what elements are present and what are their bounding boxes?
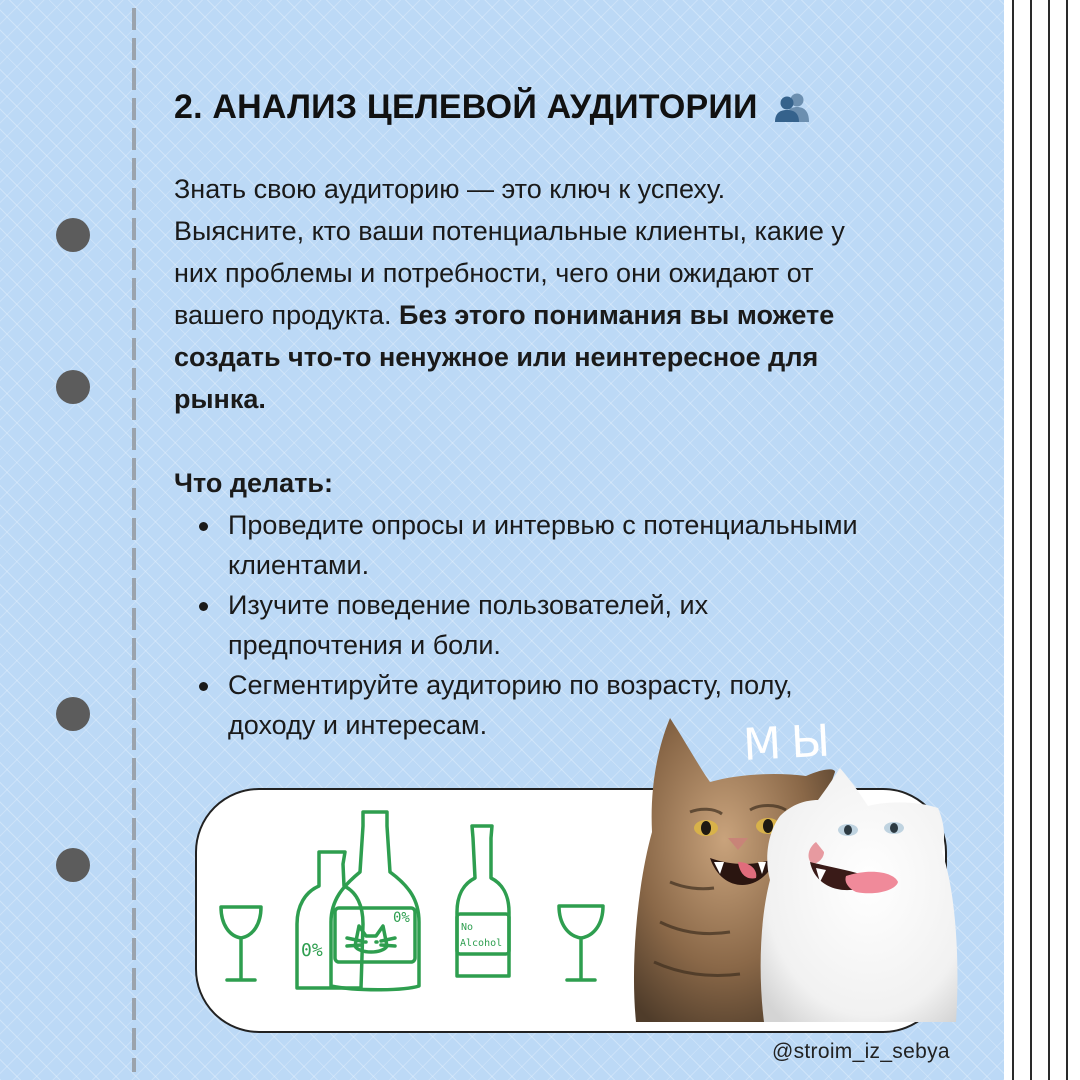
list-item-line: доходу и интересам. [228,710,488,740]
bullet-dot-icon [199,602,208,611]
cats-photo [630,712,960,1022]
cats-caption: МЫ [741,714,842,771]
bottle-label-text: 0% [301,940,323,961]
list-item [228,585,988,665]
busts-in-silhouette-icon [773,92,811,131]
intro-line: Знать свою аудиторию — это ключ к успеху. [174,174,726,204]
intro-emphasis: рынка. [174,384,266,414]
list-item-line: Изучите поведение пользователей, их [228,590,709,620]
list-item-line: Сегментируйте аудиторию по возрасту, полу, [228,670,793,700]
bottle-label-text: No [461,922,474,933]
what-to-do-list [228,505,988,745]
intro-emphasis: создать что-то ненужное или неинтересное для [174,342,819,372]
binder-hole [56,218,90,252]
author-handle: @stroim_iz_sebya [772,1040,950,1063]
bottle-label-text: 0% [393,910,410,926]
intro-emphasis: Без этого понимания вы можете [399,300,835,330]
page-edge-line [1030,0,1032,1080]
wine-glass-icon [221,907,261,980]
bottle-label-text: Alcohol [460,938,503,949]
bullet-dot-icon [199,682,208,691]
binder-hole [56,848,90,882]
list-item-line: клиентами. [228,550,370,580]
bullet-dot-icon [199,522,208,531]
page-title [174,88,811,131]
intro-text: вашего продукта. [174,300,400,330]
page-edge-line [1066,0,1068,1080]
list-item-line: предпочтения и боли. [228,630,501,660]
margin-dashed-line [132,8,136,1072]
what-to-do-heading: Что делать: [174,468,333,498]
page-edge-line [1048,0,1050,1080]
intro-line: них проблемы и потребности, чего они ожидают от [174,258,814,288]
intro-paragraph [174,168,974,420]
list-item [228,505,988,585]
intro-line [174,294,974,336]
list-item-line: Проведите опросы и интервью с потенциальными [228,510,858,540]
page-edge-line [1012,0,1014,1080]
binder-hole [56,697,90,731]
binder-hole [56,370,90,404]
page-title-text: 2. АНАЛИЗ ЦЕЛЕВОЙ АУДИТОРИИ [174,88,758,126]
intro-line [174,336,974,378]
intro-line [174,378,974,420]
cat-face-icon [347,926,395,952]
intro-line: Выясните, кто ваши потенциальные клиенты, какие у [174,216,845,246]
wine-glass-icon [559,906,603,980]
